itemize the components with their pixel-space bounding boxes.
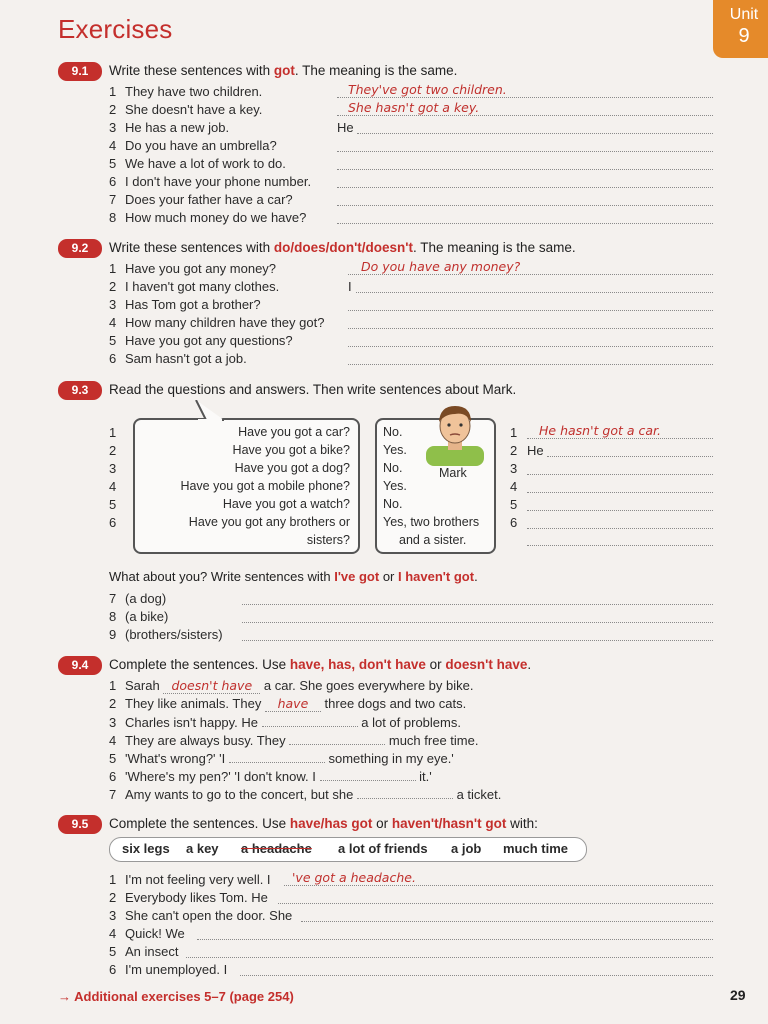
answer-start: He <box>337 120 354 135</box>
question-number: 5 <box>109 497 117 512</box>
list-item: 3 He has a new job. <box>109 120 230 135</box>
list-item: 6 Sam hasn't got a job. <box>109 351 247 366</box>
exercise-badge-9-1: 9.1 <box>58 62 102 81</box>
answer-text: They've got two children. <box>348 82 507 97</box>
answer-line[interactable] <box>348 364 713 365</box>
answer-line[interactable] <box>527 474 713 475</box>
answer-line[interactable] <box>337 205 713 206</box>
word-option: a key <box>186 841 219 856</box>
list-item: 5 Have you got any questions? <box>109 333 293 348</box>
answer-line[interactable] <box>337 151 713 152</box>
question-number: 3 <box>109 461 117 476</box>
list-item: 5 <box>510 497 518 512</box>
answer-text: and a sister. <box>399 533 467 547</box>
exercise-9-4-instruction: Complete the sentences. Use have, has, don't have or doesn't have. <box>109 657 532 672</box>
word-option-crossed: a headache <box>241 841 312 856</box>
answer-line[interactable] <box>348 274 713 275</box>
answer-line[interactable] <box>337 187 713 188</box>
page-number: 29 <box>730 987 746 1003</box>
answer-line[interactable] <box>356 292 713 293</box>
answer-line[interactable] <box>197 939 713 940</box>
answer-line[interactable] <box>284 885 713 886</box>
answer-line[interactable] <box>348 346 713 347</box>
answer-start: I <box>348 279 352 294</box>
list-item: 7 Amy wants to go to the concert, but she a ticket. <box>109 787 502 802</box>
question-text: Have you got a mobile phone? <box>180 479 350 493</box>
list-item: 4 They are always busy. They much free time. <box>109 733 479 748</box>
exercise-9-1-instruction: Write these sentences with got. The meaning is the same. <box>109 63 458 78</box>
list-item: 6 <box>510 515 518 530</box>
answer-line[interactable] <box>337 223 713 224</box>
word-option: much time <box>503 841 569 856</box>
list-item: 5 We have a lot of work to do. <box>109 156 286 171</box>
question-text: Have you got a watch? <box>222 497 350 511</box>
person-name: Mark <box>439 466 467 480</box>
list-item: 3 She can't open the door. She <box>109 908 293 923</box>
exercise-badge-9-2: 9.2 <box>58 239 102 258</box>
list-item: 6 'Where's my pen?' 'I don't know. I it.' <box>109 769 432 784</box>
answer-line[interactable] <box>357 133 713 134</box>
word-option: a job <box>451 841 482 856</box>
additional-exercises-link[interactable]: → Additional exercises 5–7 (page 254) <box>58 989 294 1004</box>
list-item: 1 I'm not feeling very well. I <box>109 872 271 887</box>
exercise-9-2-instruction: Write these sentences with do/does/don't/doesn't. The meaning is the same. <box>109 240 576 255</box>
list-item: 1 <box>510 425 518 440</box>
list-item: 4 Do you have an umbrella? <box>109 138 277 153</box>
answer-line[interactable] <box>527 510 713 511</box>
answer-line[interactable] <box>527 492 713 493</box>
list-item: 7 (a dog) <box>109 591 167 606</box>
exercise-9-3-instruction: Read the questions and answers. Then write sentences about Mark. <box>109 382 517 397</box>
answer-line[interactable] <box>527 438 713 439</box>
list-item: 4 Quick! We <box>109 926 185 941</box>
unit-tab <box>713 0 768 58</box>
list-item: 7 Does your father have a car? <box>109 192 293 207</box>
answer-start: He <box>527 443 544 458</box>
list-item: 2 <box>510 443 518 458</box>
answer-line[interactable] <box>337 115 713 116</box>
list-item: 9 (brothers/sisters) <box>109 627 223 642</box>
list-item: 5 An insect <box>109 944 179 959</box>
answer-text: Do you have any money? <box>361 259 521 274</box>
speech-bubble-tail <box>190 400 230 422</box>
question-text: sisters? <box>306 533 350 547</box>
page-title: Exercises <box>58 14 173 44</box>
exercise-9-5-instruction: Complete the sentences. Use have/has got or haven't/hasn't got with: <box>109 816 538 831</box>
question-number: 6 <box>109 515 117 530</box>
unit-number: 9 <box>738 25 750 47</box>
list-item: 8 How much money do we have? <box>109 210 307 225</box>
question-text: Have you got a dog? <box>234 461 350 475</box>
question-number: 1 <box>109 425 117 440</box>
unit-label: Unit <box>729 6 759 23</box>
list-item: 2 I haven't got many clothes. <box>109 279 280 294</box>
what-about-you-instruction: What about you? Write sentences with I've got or I haven't got. <box>109 569 478 584</box>
list-item: 2 Everybody likes Tom. He <box>109 890 268 905</box>
list-item: 8 (a bike) <box>109 609 169 624</box>
answer-text: No. <box>383 497 403 511</box>
list-item: 3 <box>510 461 518 476</box>
answer-text: 've got a headache. <box>292 870 416 885</box>
question-number: 4 <box>109 479 117 494</box>
answer-text: She hasn't got a key. <box>348 100 480 115</box>
answer-text: No. <box>383 425 403 439</box>
answer-line[interactable] <box>278 903 713 904</box>
answer-text: He hasn't got a car. <box>539 423 661 438</box>
list-item: 1 Sarah doesn't have a car. She goes everywhere by bike. <box>109 678 474 693</box>
question-text: Have you got a bike? <box>232 443 350 457</box>
list-item: 4 How many children have they got? <box>109 315 325 330</box>
answer-line[interactable] <box>337 97 713 98</box>
answer-line[interactable] <box>242 604 713 605</box>
mark-portrait-icon <box>424 402 486 466</box>
answer-line[interactable] <box>186 957 713 958</box>
list-item: 2 She doesn't have a key. <box>109 102 263 117</box>
list-item: 1 They have two children. <box>109 84 263 99</box>
answer-line[interactable] <box>547 456 713 457</box>
list-item: 5 'What's wrong?' 'I something in my eye.' <box>109 751 454 766</box>
answer-line[interactable] <box>337 169 713 170</box>
list-item: 4 <box>510 479 518 494</box>
question-text: Have you got a car? <box>238 425 350 439</box>
answer-line[interactable] <box>242 622 713 623</box>
answer-text: No. <box>383 461 403 475</box>
list-item: 6 I'm unemployed. I <box>109 962 228 977</box>
answer-line[interactable] <box>527 528 713 529</box>
word-option: a lot of friends <box>338 841 428 856</box>
exercise-badge-9-5: 9.5 <box>58 815 102 834</box>
list-item: 3 Charles isn't happy. He a lot of problems. <box>109 715 461 730</box>
answer-line[interactable] <box>348 310 713 311</box>
question-text: Have you got any brothers or <box>188 515 350 529</box>
list-item: 6 I don't have your phone number. <box>109 174 312 189</box>
answer-line[interactable] <box>348 328 713 329</box>
list-item: 2 They like animals. They have three dogs and two cats. <box>109 696 467 711</box>
answer-text: Yes, two brothers <box>383 515 480 529</box>
answer-line[interactable] <box>301 921 713 922</box>
exercise-badge-9-3: 9.3 <box>58 381 102 400</box>
word-option: six legs <box>122 841 170 856</box>
answer-text: Yes. <box>383 479 407 493</box>
list-item: 3 Has Tom got a brother? <box>109 297 261 312</box>
exercise-badge-9-4: 9.4 <box>58 656 102 675</box>
answer-line[interactable] <box>240 975 713 976</box>
answer-text: Yes. <box>383 443 407 457</box>
question-number: 2 <box>109 443 117 458</box>
list-item: 1 Have you got any money? <box>109 261 277 276</box>
answer-line[interactable] <box>242 640 713 641</box>
answer-line[interactable] <box>527 545 713 546</box>
